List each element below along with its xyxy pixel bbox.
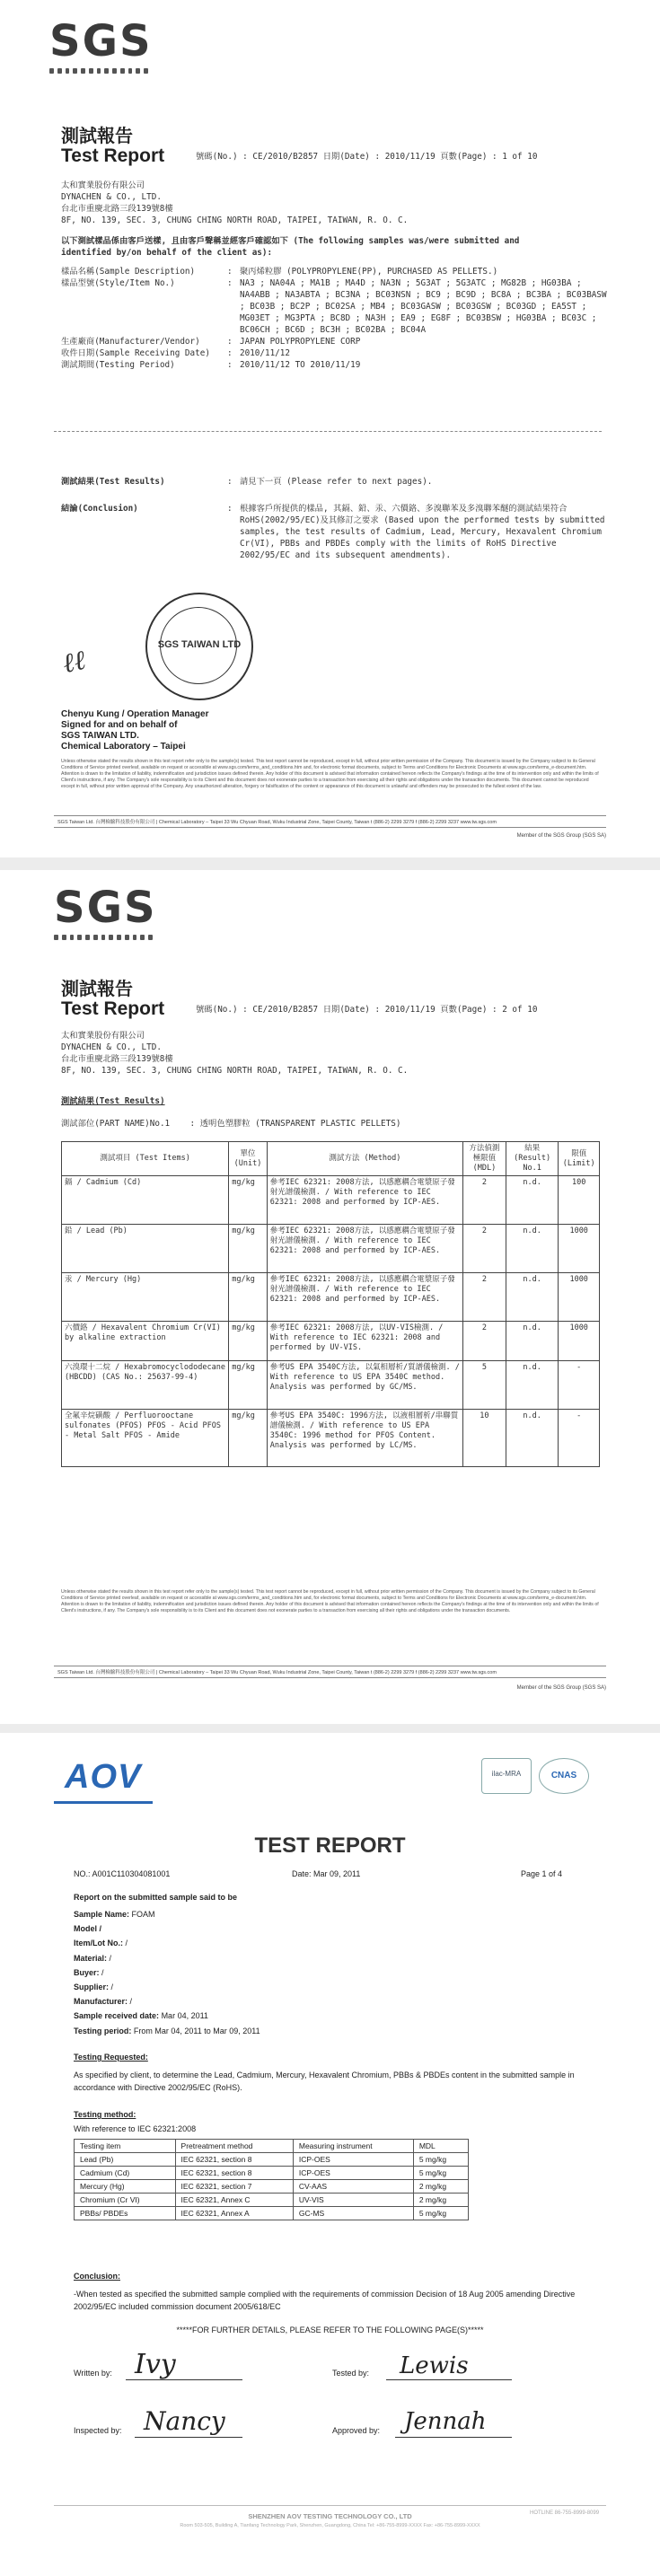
signature-line (386, 2379, 512, 2380)
field-supplier: Supplier: / (74, 1983, 114, 1992)
field-sample-description: 樣品名稱(Sample Description) : 聚丙烯粒膠 (POLYPROPYLENE(PP), PURCHASED AS PELLETS.) (61, 267, 498, 277)
tested-by-label: Tested by: (332, 2369, 370, 2378)
approved-by-label: Approved by: (332, 2426, 381, 2435)
page-title: Test Report (61, 998, 165, 1019)
signature-scribble: ℓℓ (59, 644, 89, 681)
footer-bar: SGS Taiwan Ltd. 台灣檢驗科技股份有限公司 | Chemical Laboratory – Taipei 33 Wu Chyuan Road, Wuku Industrial Zone, Taipei County, Taiwan t (886-2) 2299 3279 f (886-2) 2299 3237 www.tw.sgs.com (54, 815, 606, 828)
table-header: Testing item Pretreatment method Measuring instrument MDL (75, 2140, 469, 2153)
field-model: Model / (74, 1924, 101, 1934)
report-header-line: 號碼(No.) : CE/2010/B2857 日期(Date) : 2010/11/19 頁數(Page) : 2 of 10 (196, 1005, 538, 1015)
fine-print: Unless otherwise stated the results shown in this test report refer only to the sample(s) tested. This test report cannot be reproduced, except in full, without prior written permission of the Company. This document is issued by the Company subject to its General Conditions of Service printed overleaf, available on request or accessible at www.sgs.com/terms_and_conditions.htm and, for electronic format documents, subject to Terms and Conditions for Electronic Documents at www.sgs.com/terms_e-document.htm. Attention is drawn to the limitation of liability, indemnification and jurisdiction issues defined therein. Any holder of this document is advised that information contained hereon reflects the Company's findings at the time of its intervention only and within the limits of Client's instructions, if any. The Company's sole responsibility is to its Client and this document does not exonerate parties to a transaction from exercising all their rights and obligations under the transaction documents. (61, 1589, 599, 1613)
field-style-item: 樣品型號(Style/Item No.) : NA3 ; NA04A ; MA1B ; MA4D ; NA3N ; 5G3AT ; 5G3ATC ; MG82B ; HG03BA ; NA4ABB ; NA3ABTA ; BC3NA ; BC03NSN ; BC9 ; BC9D ; BC8A ; BC3BA ; BC03BASW ; BC03B ; BC2P ; BC02SA ; MB4 ; BC03GASW ; BC03GSW ; BC03GD ; EA5ST ; MG03ET ; MG3PTA ; BC8D ; NA3H ; EA9 ; EG8F ; BC03BSW ; HG03BA ; BC03C ; BC06CH ; BC6D ; BC3H ; BC02BA ; BC04A (61, 278, 607, 335)
field-testing-period: 測試期間(Testing Period) : 2010/11/12 TO 2010/11/19 (61, 360, 361, 370)
testing-requested-text: As specified by client, to determine the Lead, Cadmium, Mercury, Hexavalent Chromium, PBBs & PBDEs content in the submitted sample in accordance with Directive 2002/95/EC (RoHS). (74, 2070, 575, 2092)
inspected-signature: Nancy (144, 2406, 225, 2436)
page-title: Test Report (61, 145, 165, 166)
results-heading: 測試結果(Test Results) (61, 1096, 165, 1106)
table-row: Chromium (Cr VI) IEC 62321, Annex C UV-VIS 2 mg/kg (75, 2194, 469, 2207)
table-row: Lead (Pb) IEC 62321, section 8 ICP-OES 5 mg/kg (75, 2153, 469, 2167)
page-title-cn: 測試報告 (61, 978, 133, 999)
client-address-cn: 台北市重慶北路三段139號8樓 (61, 204, 173, 214)
conclusion-heading: Conclusion: (74, 2272, 120, 2281)
method-table (74, 2139, 469, 2220)
table-row: 六溴環十二烷 / Hexabromocyclododecane (HBCDD) (CAS No.: 25637-99-4) mg/kg 參考US EPA 3540C方法, 以氣相層析/質譜儀檢測. / With reference to US EPA 3540C method. Analysis was performed by GC/MS. 5 n.d. - (62, 1361, 600, 1410)
page-separator (0, 1724, 660, 1733)
intro: 以下測試樣品係由客戶送樣, 且由客戶聲稱並經客戶確認如下 (The following samples was/were submitted and identified by/on behalf of the client as): (61, 236, 520, 258)
table-row: 六價鉻 / Hexavalent Chromium Cr(VI) by alkaline extraction mg/kg 參考IEC 62321: 2008方法, 以UV-VIS檢測. / With reference to IEC 62321: 2008 and performed by UV-VIS. 2 n.d. 1000 (62, 1322, 600, 1361)
field-testing-period: Testing period: From Mar 04, 2011 to Mar 09, 2011 (74, 2026, 260, 2035)
further-details: *****FOR FURTHER DETAILS, PLEASE REFER TO THE FOLLOWING PAGE(S)***** (176, 2325, 484, 2334)
page-number: Page 1 of 4 (521, 1869, 563, 1878)
report-page-3 (0, 1733, 660, 2576)
client-block: 太和實業股份有限公司 DYNACHEN & CO., LTD. 台北市重慶北路三段139號8樓 8F, NO. 139, SEC. 3, CHUNG CHING NORTH ROAD, TAIPEI, TAIWAN, R. O. C. (61, 1031, 409, 1076)
signature-line (135, 2437, 242, 2438)
divider (54, 431, 602, 432)
client-block (61, 180, 600, 226)
report-header-line: 號碼(No.) : CE/2010/B2857 日期(Date) : 2010/11/19 頁數(Page) : 1 of 10 (196, 152, 538, 162)
written-by-label: Written by: (74, 2369, 112, 2378)
approved-signature: Jennah (404, 2408, 487, 2435)
testing-method-heading: Testing method: (74, 2110, 136, 2119)
signature-line (395, 2437, 512, 2438)
testing-method-ref: With reference to IEC 62321:2008 (74, 2124, 197, 2133)
field-manufacturer: Manufacturer: / (74, 1997, 133, 2007)
sample-fields (74, 1907, 594, 2038)
table-row: 鎘 / Cadmium (Cd) mg/kg 參考IEC 62321: 2008方法, 以感應耦合電漿原子發射光譜儀檢測. / With reference to IEC 62321: 2008 and performed by ICP-AES. 2 n.d. 100 (62, 1176, 600, 1225)
field-received-date: Sample received date: Mar 04, 2011 (74, 2011, 208, 2021)
client-address: 8F, NO. 139, SEC. 3, CHUNG CHING NORTH ROAD, TAIPEI, TAIWAN, R. O. C. (61, 215, 409, 225)
field-manufacturer: 生產廠商(Manufacturer/Vendor) : JAPAN POLYPROPYLENE CORP (61, 337, 361, 347)
aov-logo: AOV (65, 1758, 142, 1796)
page-separator (0, 857, 660, 870)
conclusion-row: 結論(Conclusion) : 根據客戶所提供的樣品, 其鎘、鉛、汞、六價鉻、多溴聯苯及多溴聯苯醚的測試結果符合RoHS(2002/95/EC)及其修訂之要求 (Based upon the performed tests by submitted samples, the test results of Cadmium, Lead, Mercury, Hexavalent Chromium Cr(VI), PBBs and PBDEs comply with the limits of RoHS Directive 2002/95/EC and its subsequent amendments). (61, 504, 605, 560)
sgs-logo: SGS (49, 16, 148, 79)
page-title-cn: 測試報告 (61, 125, 133, 146)
table-row: 汞 / Mercury (Hg) mg/kg 參考IEC 62321: 2008方法, 以感應耦合電漿原子發射光譜儀檢測. / With reference to IEC 62321: 2008 and performed by ICP-AES. 2 n.d. 1000 (62, 1273, 600, 1322)
client-name: DYNACHEN & CO., LTD. (61, 192, 162, 202)
footer-bar: SGS Taiwan Ltd. 台灣檢驗科技股份有限公司 | Chemical Laboratory – Taipei 33 Wu Chyuan Road, Wuku Industrial Zone, Taipei County, Taiwan t (886-2) 2299 3279 f (886-2) 2299 3237 www.tw.sgs.com (54, 1666, 606, 1678)
report-date: Date: Mar 09, 2011 (292, 1869, 361, 1878)
page-title: TEST REPORT (254, 1833, 406, 1858)
footer-company: SHENZHEN AOV TESTING TECHNOLOGY CO., LTD (248, 2512, 412, 2520)
footer-divider (54, 2505, 606, 2506)
ilac-mra-badge: ilac-MRA (481, 1758, 532, 1794)
report-page-2 (0, 875, 660, 1724)
table-header: 測試項目 (Test Items) 單位 (Unit) 測試方法 (Method) 方法偵測極限值 (MDL) 結果 (Result) No.1 限值 (Limit) (62, 1142, 600, 1176)
field-buyer: Buyer: / (74, 1967, 104, 1977)
table-row: 全氟辛烷磺酸 / Perfluorooctane sulfonates (PFOS) PFOS - Acid PFOS - Metal Salt PFOS - Amide mg/kg 參考US EPA 3540C: 1996方法, 以液相層析/串聯質譜儀檢測. / With reference to US EPA 3540C: 1996 method for PFOS Content. Analysis was performed by LC/MS. 10 n.d. - (62, 1410, 600, 1467)
field-sample-name: Sample Name: FOAM (74, 1910, 155, 1919)
client-name-cn: 太和實業股份有限公司 (61, 180, 145, 190)
logo-underline (54, 1801, 153, 1807)
table-row: PBBs/ PBDEs IEC 62321, Annex A GC-MS 5 mg/kg (75, 2207, 469, 2220)
report-number: NO.: A001C110304081001 (74, 1869, 171, 1878)
sample-heading: Report on the submitted sample said to be (74, 1893, 238, 1902)
cnas-badge: CNAS (539, 1758, 589, 1794)
footer-address: Room 503-505, Building A, Tianfang Technology Park, Shenzhen, Guangdong, China Tel: +86-755-8999-XXXX Fax: +86-755-8999-XXXX (180, 2523, 480, 2528)
field-item-lot: Item/Lot No.: / (74, 1939, 128, 1948)
table-row: Cadmium (Cd) IEC 62321, section 8 ICP-OES 5 mg/kg (75, 2167, 469, 2180)
results-row: 測試結果(Test Results) : 請見下一頁 (Please refer to next pages). (61, 477, 433, 487)
tested-signature: Lewis (400, 2352, 469, 2379)
results-table (61, 1141, 600, 1467)
written-signature: Ivy (135, 2349, 176, 2380)
conclusion-text: -When tested as specified the submitted sample complied with the requirements of commission Decision of 18 Aug 2005 amending Directive 2002/95/EC included commission document 2005/618/EC (74, 2290, 576, 2311)
table-row: 鉛 / Lead (Pb) mg/kg 參考IEC 62321: 2008方法, 以感應耦合電漿原子發射光譜儀檢測. / With reference to IEC 62321: 2008 and performed by ICP-AES. 2 n.d. 1000 (62, 1225, 600, 1273)
part-name: 測試部位(PART NAME)No.1 : 透明色塑膠粒 (TRANSPARENT PLASTIC PELLETS) (61, 1119, 401, 1129)
testing-requested-heading: Testing Requested: (74, 2053, 148, 2062)
sgs-logo: SGS (54, 883, 153, 945)
company-seal: SGS TAIWAN LTD (145, 593, 253, 700)
field-receiving-date: 收件日期(Sample Receiving Date) : 2010/11/12 (61, 348, 290, 358)
fine-print: Unless otherwise stated the results shown in this test report refer only to the sample(s) tested. This test report cannot be reproduced, except in full, without prior written permission of the Company. This document is issued by the Company subject to its General Conditions of Service printed overleaf, available on request or accessible at www.sgs.com/terms_and_conditions.htm and, for electronic format documents, subject to Terms and Conditions for Electronic Documents at www.sgs.com/terms_e-document.htm. Attention is drawn to the limitation of liability, indemnification and jurisdiction issues defined therein. Any holder of this document is advised that information contained hereon reflects the Company's findings at the time of its intervention only and within the limits of Client's instructions, if any. The Company's sole responsibility is to its Client and this document does not exonerate parties to a transaction from exercising all their rights and obligations under the transaction documents. This document cannot be reproduced except in full, without prior written approval of the Company. Any unauthorized alteration, forgery or falsification of the content or appearance of this document is unlawful and offenders may be prosecuted to the fullest extent of the law. (61, 759, 599, 789)
table-row: Mercury (Hg) IEC 62321, section 7 CV-AAS 2 mg/kg (75, 2180, 469, 2194)
sample-fields (61, 266, 609, 371)
member-note: Member of the SGS Group (SGS SA) (516, 833, 606, 839)
member-note: Member of the SGS Group (SGS SA) (516, 1685, 606, 1691)
footer-hotline: HOTLINE 86-755-8999-8099 (530, 2510, 600, 2516)
inspected-by-label: Inspected by: (74, 2426, 122, 2435)
signature-block: Chenyu Kung / Operation Manager Signed for and on behalf of SGS TAIWAN LTD. Chemical Laboratory – Taipei (61, 709, 209, 752)
signature-line (126, 2379, 242, 2380)
report-page-1 (0, 0, 660, 857)
field-material: Material: / (74, 1953, 112, 1963)
